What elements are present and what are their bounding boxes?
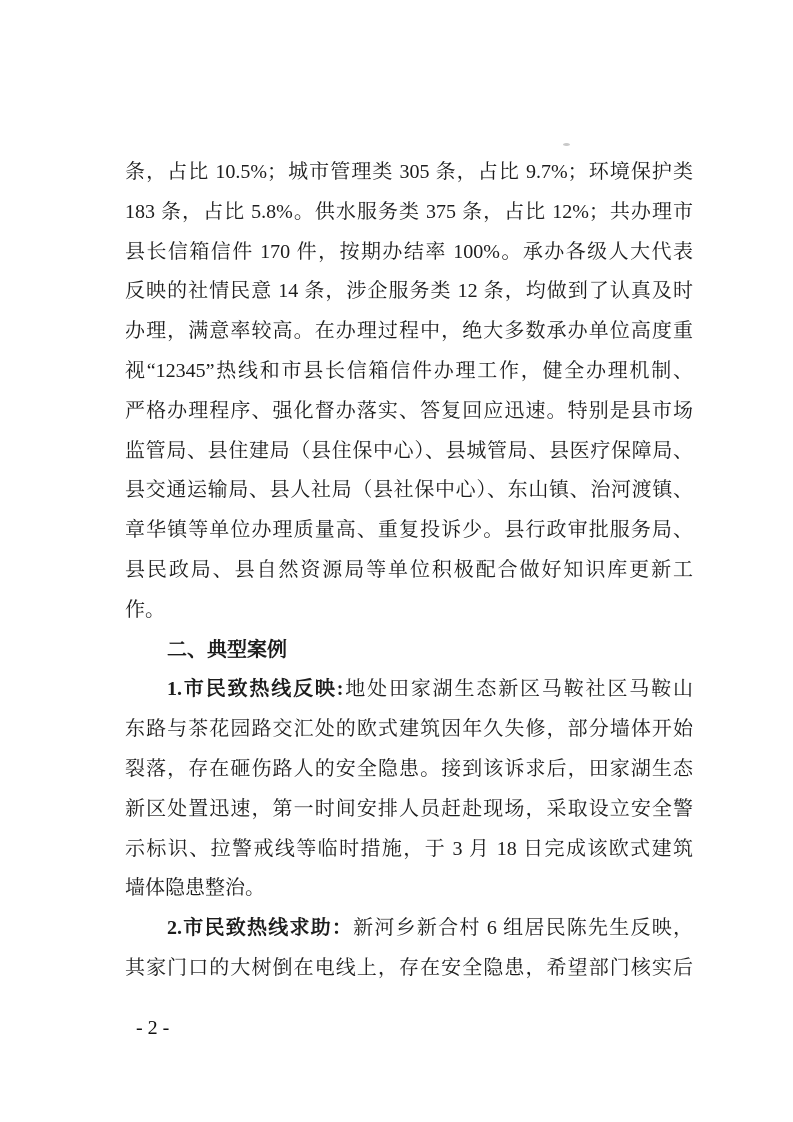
case2-label: 2.市民致热线求助： <box>167 917 354 940</box>
paragraph1-line: 县民政局、县自然资源局等单位积极配合做好知识库更新工 <box>125 558 693 581</box>
case2-first-line <box>125 909 693 949</box>
case1-line: 裂落，存在砸伤路人的安全隐患。接到该诉求后，田家湖生态 <box>125 757 693 780</box>
case1-line: 示标识、拉警戒线等临时措施，于 3 月 18 日完成该欧式建筑 <box>125 837 693 860</box>
paragraph1-line: 视“12345”热线和市县长信箱信件办理工作，健全办理机制、 <box>125 359 693 382</box>
section-heading: 二、典型案例 <box>167 638 287 661</box>
paragraph1-line: 章华镇等单位办理质量高、重复投诉少。县行政审批服务局、 <box>125 519 693 542</box>
paragraph1-line: 183 条，占比 5.8%。供水服务类 375 条，占比 12%；共办理市 <box>125 200 693 223</box>
case1-line: 新区处置迅速，第一时间安排人员赶赴现场，采取设立安全警 <box>125 797 693 820</box>
document-body <box>125 153 693 989</box>
case2-line: 其家门口的大树倒在电线上，存在安全隐患，希望部门核实后 <box>125 956 693 979</box>
paragraph1-line: 严格办理程序、强化督办落实、答复回应迅速。特别是县市场 <box>125 399 693 422</box>
paragraph1-line: 县长信箱信件 170 件，按期办结率 100%。承办各级人大代表 <box>125 240 693 263</box>
paragraph1-line: 县交通运输局、县人社局（县社保中心）、东山镇、治河渡镇、 <box>125 479 693 502</box>
case2-first-text: 新河乡新合村 6 组居民陈先生反映， <box>353 917 694 940</box>
case1-label: 1.市民致热线反映: <box>167 678 344 701</box>
case1-first-text: 地处田家湖生态新区马鞍社区马鞍山 <box>343 678 693 701</box>
scan-artifact <box>563 143 570 146</box>
case1-first-line <box>125 670 693 710</box>
paragraph1-line: 监管局、县住建局（县住保中心）、县城管局、县医疗保障局、 <box>125 439 693 462</box>
paragraph1-line: 作。 <box>125 598 165 621</box>
paragraph1-line: 反映的社情民意 14 条，涉企服务类 12 条，均做到了认真及时 <box>125 280 693 303</box>
case1-line: 墙体隐患整治。 <box>125 877 265 900</box>
case1-line: 东路与茶花园路交汇处的欧式建筑因年久失修，部分墙体开始 <box>125 718 693 741</box>
paragraph1-line: 办理，满意率较高。在办理过程中，绝大多数承办单位高度重 <box>125 320 693 343</box>
page-number: - 2 - <box>136 1017 170 1039</box>
paragraph1-line: 条，占比 10.5%；城市管理类 305 条，占比 9.7%；环境保护类 <box>125 161 693 183</box>
